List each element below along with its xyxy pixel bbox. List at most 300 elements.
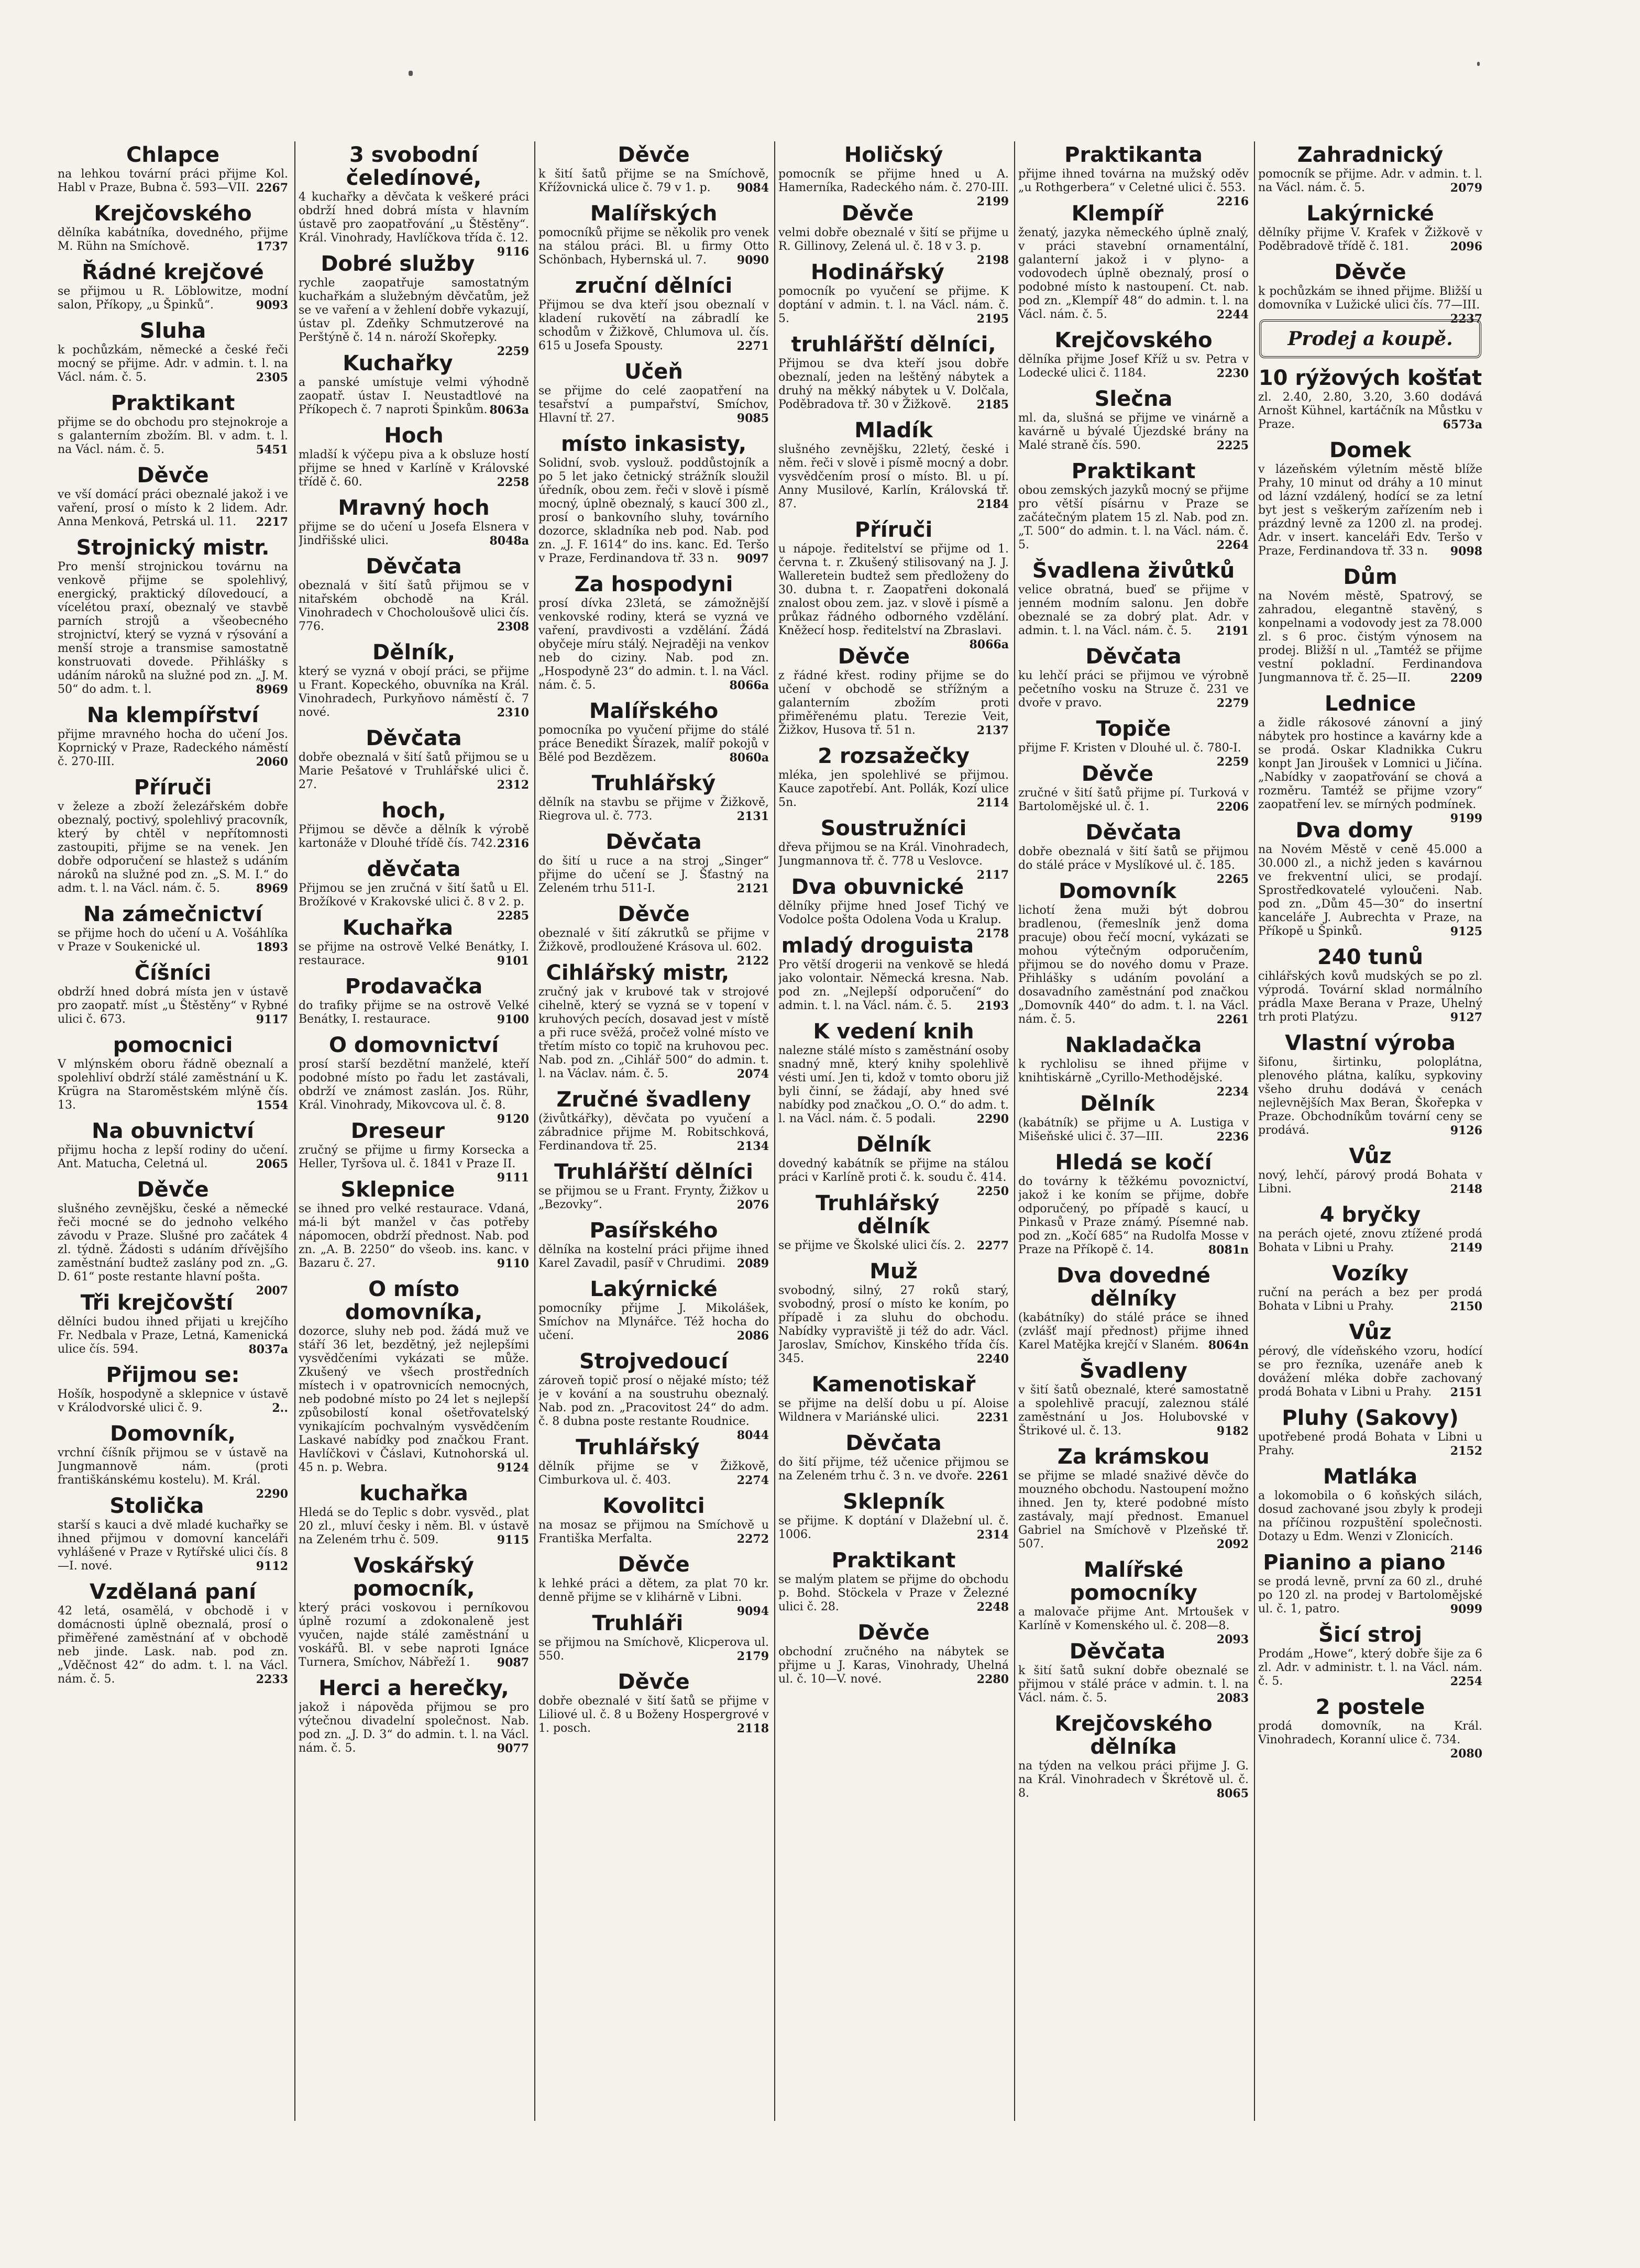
ad-text: (živůtkářky), děvčata po vyučení a zábradnice přijme M. Robitschková, Ferdinandova tř. 25. 2134 xyxy=(538,1112,769,1153)
ad-heading: Vzdělaná paní xyxy=(90,1580,256,1604)
ad-text: obchodní zručného na nábytek se přijme u J. Karas, Vinohrady, Uhelná ul. č. 10—V. nové. 2280 xyxy=(778,1645,1009,1686)
ad-text: ruční na perách a bez per prodá Bohata v Libni u Prahy. 2150 xyxy=(1258,1286,1482,1313)
ad-text: ženatý, jazyka německého úplně znalý, v práci stavební ornamentální, galanterní jakož i v plyno- a vodovodech úplně obeznalý, prosí o podobné místo k nastoupení. Ct. nab. pod zn. „Klempíř 48“ do admin. t. l. na Václ. nám. č. 5. 2244 xyxy=(1018,226,1249,322)
classified-ad xyxy=(1018,202,1249,322)
classified-ad xyxy=(538,1612,769,1663)
classified-ad xyxy=(58,1495,288,1573)
classified-ad xyxy=(778,645,1009,737)
classified-ad xyxy=(538,831,769,895)
classified-ad xyxy=(1018,880,1249,1026)
ad-text: se přijmou na Smíchově, Klicperova ul. 550. 2179 xyxy=(538,1636,769,1663)
ad-heading: Truhlářský xyxy=(591,771,716,795)
ad-number: 2272 xyxy=(736,1532,769,1546)
ad-number: 2195 xyxy=(976,312,1009,326)
ad-text: se přijme do celé zaopatření na tesařství a pumpařství, Smíchov, Hlavní tř. 27. 9085 xyxy=(538,384,769,425)
classified-ad xyxy=(58,961,288,1026)
classified-ad xyxy=(1258,260,1482,326)
ad-text: na lehkou tovární práci přijme Kol. Habl v Praze, Bubna č. 593—VII. 2267 xyxy=(58,168,288,195)
ad-heading: Dělník xyxy=(1080,1092,1155,1116)
ad-heading: Vlastní výroba xyxy=(1285,1031,1456,1055)
ad-text: prodá domovník, na Král. Vinohradech, Koranní ulice č. 734. 2080 xyxy=(1258,1720,1482,1761)
classified-ad xyxy=(538,1495,769,1546)
classified-ad xyxy=(1258,1465,1482,1557)
ad-heading: O místo domovníka, xyxy=(345,1277,483,1324)
ink-speck xyxy=(409,71,413,76)
ad-text: pomocník po vyučení se přijme. K doptání v admin. t. l. na Václ. nám. č. 5. 2195 xyxy=(778,285,1009,326)
ad-heading: Hodinářský xyxy=(810,260,944,284)
ad-number: 2265 xyxy=(1216,872,1249,886)
classified-ad xyxy=(299,252,529,358)
ad-heading: Chlapce xyxy=(126,143,219,167)
ad-text: se přijme na delší dobu u pí. Aloise Wildnera v Mariánské ulici. 2231 xyxy=(778,1397,1009,1424)
classified-ad xyxy=(58,1580,288,1686)
ad-heading: Domovník xyxy=(1059,879,1176,903)
classified-ad xyxy=(299,799,529,850)
ad-text: zručný jak v krubové tak v strojové cihelně, který se vyzná se v topení v kruhových pecích, dosavad jest v místě a při ruce svěžá, pročež volné místo ve třetím místo co topič na kruhovou pec. Nab. pod zn. „Cihlář 500“ do admin. t. l. na Václav. nám. č. 5. 2074 xyxy=(538,986,769,1081)
ad-text: Solidní, svob. vyslouž. poddůstojník a po 5 let jako četnický strážník sloužil úředník, obou zem. řeči v slově i písmě mocný, úplně obeznalý, s kaucí 300 zl., prosí o bankovního sluhy, továrního dozorce, skladníka neb pod. Nab. pod zn. „J. F. 1614“ do ins. kanc. Ed. Teršo v Praze, Ferdinandova tř. 33 n. 9097 xyxy=(538,457,769,566)
ad-text: velice obratná, bueď se přijme v jenném modním salonu. Jen dobře obeznalé se za dobrý plat. Adr. v admin. t. l. na Václ. nám. č. 5. 2191 xyxy=(1018,583,1249,638)
classified-ad xyxy=(58,392,288,457)
ad-heading: Krejčovského dělníka xyxy=(1054,1712,1213,1759)
ad-heading: Lakýrnické xyxy=(1306,202,1434,226)
classified-ad xyxy=(538,274,769,353)
column-6 xyxy=(1258,141,1482,2121)
classified-ad xyxy=(1258,1695,1482,1761)
classified-ad xyxy=(58,143,288,195)
newspaper-page xyxy=(58,141,1482,2126)
ad-number: 9127 xyxy=(1450,1011,1482,1024)
ad-heading: Praktikanta xyxy=(1064,143,1203,167)
ad-text: a židle rákosové zánovní a jiný nábytek pro hostince a kavárny kde a se prodá. Oskar Kladnikka Cukru konpt Jan Jiroušek v Lomnici u Jičína. „Nabídky v zaopatřování se chová a rozměru. Tamtéž se přijme vzory“ zaopatření lev. se mírných podmínek. 9199 xyxy=(1258,716,1482,825)
ad-number: 5451 xyxy=(256,443,288,457)
classified-ad xyxy=(778,1621,1009,1686)
ad-number: 2122 xyxy=(736,954,769,968)
classified-ad xyxy=(58,1034,288,1112)
classified-ad xyxy=(1018,559,1249,638)
ad-number: 2007 xyxy=(256,1284,288,1298)
ad-number: 2079 xyxy=(1450,181,1482,195)
classified-ad xyxy=(538,1349,769,1442)
ad-number: 2198 xyxy=(976,253,1009,267)
ad-text: dozorce, sluhy neb pod. žádá muž ve stáří 36 let, bezdětný, jež nejlepšími vysvědčeními vykázati se může. Zkušený ve všech prostředních místech i v opatrovnicích nemocných, neb podobné místo po 24 let s nejlepší způsobilostí konal ošetřovatelský vynikajícím pochvalným vysvědčením Laskavé nabídky pod značkou Frant. Havlíčkovi v Čáslavi, Kutnohorská ul. 45 n. p. Webra. 9124 xyxy=(299,1325,529,1475)
ad-text: k rychlolisu se ihned přijme v knihtiskárně „Cyrillo-Methodějské. 2234 xyxy=(1018,1058,1249,1099)
classified-ad xyxy=(778,1549,1009,1614)
ad-heading: Herci a herečky, xyxy=(318,1676,509,1700)
ad-text: obdrží hned dobrá místa jen v ústavě pro zaopatř. míst „u Štěstěny“ v Rybné ulici č. 673. 9117 xyxy=(58,986,288,1026)
ad-heading: Děvčata xyxy=(366,555,462,579)
classified-ad xyxy=(1258,946,1482,1024)
ad-text: prosí dívka 23letá, se zámožnější venkovské rodiny, která se vyzná ve vaření, pravdivosti a vzdělání. Žádá obyčeje míru stálý. Nejraději na venkov neb do ciziny. Nab. pod zn. „Hospodyně 23“ do admin. t. l. na Václ. nám. č. 5. 8066a xyxy=(538,597,769,692)
ad-number: 9100 xyxy=(497,1013,529,1026)
column-rule xyxy=(294,141,295,2121)
ad-text: Přijmou se dva kteří jsou dobře obeznalí, jeden na leštěný nábytek a druhý na měkký nábytek u V. Dolčala, Poděbradova tř. 30 v Žižkově. 2185 xyxy=(778,357,1009,412)
ad-heading: Dům xyxy=(1343,565,1397,589)
ad-number: 9098 xyxy=(1450,545,1482,558)
ad-text: na mosaz se přijmou na Smíchově u Františka Merfalta. 2272 xyxy=(538,1519,769,1546)
ad-number: 2290 xyxy=(976,1112,1009,1126)
classified-ad xyxy=(58,1178,288,1298)
classified-ad xyxy=(1018,1359,1249,1438)
ad-text: dělníka přijme Josef Kříž u sv. Petra v Lodecké ulici č. 1184. 2230 xyxy=(1018,353,1249,380)
column-3 xyxy=(538,141,769,2121)
ad-text: Hošík, hospodyně a sklepnice v ústavě v Králodvorské ulici č. 9. 2.. xyxy=(58,1388,288,1415)
ad-number: 2092 xyxy=(1216,1537,1249,1551)
ad-heading: 240 tunů xyxy=(1317,945,1423,969)
ad-text: zároveň topič prosí o nějaké místo; též je v kování a na soustruhu obeznalý. Nab. pod zn. „Pracovitost 24“ do adm. č. 8 dubna poste restante Roudnice. 8044 xyxy=(538,1374,769,1442)
ad-number: 2230 xyxy=(1216,367,1249,380)
ad-heading: Matláka xyxy=(1323,1465,1418,1489)
ad-heading: 4 bryčky xyxy=(1319,1203,1421,1227)
ad-text: v železe a zboží železářském dobře obeznalý, poctivý, spolehlivý pracovník, který by chtěl v nepřítomnosti zastoupiti, přijme se na venek. Jen dobře odporučení se hlastež s udáním nároků na služné pod zn. „S. M. I.“ do adm. t. l. na Václ. nám. č. 5. 8969 xyxy=(58,800,288,895)
ad-text: který se vyzná v obojí práci, se přijme u Frant. Kopeckého, obuvníka na Král. Vinohradech, Purkyňovo náměstí č. 7 nové. 2310 xyxy=(299,665,529,720)
classified-ad xyxy=(58,261,288,312)
ad-heading: Pluhy (Sakovy) xyxy=(1282,1406,1459,1430)
ad-heading: Za krámskou xyxy=(1057,1445,1210,1469)
ad-number: 2199 xyxy=(976,195,1009,208)
ad-number: 2267 xyxy=(256,181,288,195)
classified-ad xyxy=(299,975,529,1026)
classified-ad xyxy=(778,419,1009,511)
ad-number: 2217 xyxy=(256,515,288,529)
ad-text: Prodám „Howe“, který dobře šije za 6 zl. Adr. v administr. t. l. na Václ. nám. č. 5. 2254 xyxy=(1258,1647,1482,1688)
ad-number: 2244 xyxy=(1216,308,1249,322)
ad-number: 2279 xyxy=(1216,696,1249,710)
ad-number: 2254 xyxy=(1450,1675,1482,1688)
ad-text: a panské umístuje velmi výhodně zaopatř. ústav I. Neustadtlové na Příkopech č. 7 naproti Špinkům. 8063a xyxy=(299,376,529,417)
ad-text: dělník přijme se v Žižkově, Cimburkova ul. č. 403. 2274 xyxy=(538,1460,769,1487)
ad-number: 2233 xyxy=(256,1673,288,1686)
ad-text: slušného zevnějšku, české a německé řeči mocné se do jednoho velkého závodu v Praze. Slušné pro začátek 4 zl. týdně. Žádosti s udáním dřívějšího zaměstnání budtež zaslány pod zn. „G. D. 61“ poste restante hlavní pošta. 2007 xyxy=(58,1202,288,1298)
ad-heading: Malířského xyxy=(589,699,719,723)
ad-number: 9099 xyxy=(1450,1602,1482,1616)
ad-text: pomocník se přijme. Adr. v admin. t. l. na Václ. nám. č. 5. 2079 xyxy=(1258,168,1482,195)
ad-number: 2.. xyxy=(272,1401,288,1415)
ad-heading: Lednice xyxy=(1324,692,1416,716)
classified-ad xyxy=(1018,143,1249,208)
ad-text: Přijmou se děvče a dělník k výrobě kartonáže v Dlouhé třídě čís. 742. 2316 xyxy=(299,823,529,850)
classified-ad xyxy=(58,536,288,696)
classified-ad xyxy=(299,641,529,720)
ad-number: 2240 xyxy=(976,1352,1009,1366)
classified-ad xyxy=(58,776,288,895)
ad-text: se přijme hoch do učení u A. Vošáhlíka v Praze v Soukenické ul. 1893 xyxy=(58,927,288,954)
classified-ad xyxy=(299,1278,529,1475)
ad-number: 2261 xyxy=(976,1469,1009,1483)
ad-number: 2237 xyxy=(1450,312,1482,326)
ad-text: přijme F. Kristen v Dlouhé ul. č. 780-I. 2259 xyxy=(1018,742,1249,769)
ad-heading: Děvče xyxy=(137,1178,209,1202)
ad-number: 2316 xyxy=(497,837,529,850)
ad-number: 1893 xyxy=(256,941,288,954)
classified-ad xyxy=(778,261,1009,326)
ad-number: 2152 xyxy=(1450,1444,1482,1458)
ad-text: pomocníků přijme se několik pro venek na stálou práci. Bl. u firmy Otto Schönbach, Hybernská ul. 7. 9090 xyxy=(538,226,769,267)
ad-text: dobře obeznalá v šití šatů se přijmou do stálé práce v Myslíkové ul. č. 185. 2265 xyxy=(1018,845,1249,886)
ad-heading: Děvčata xyxy=(1085,821,1182,845)
ad-heading: Zručné švadleny xyxy=(556,1088,751,1112)
ad-text: lichotí žena muži být dobrou bradlenou, (řemeslník jenž doma pracuje) obou řečí mocní, vykázati se mohou výtečným odporučením, přijmou se do nového domu v Praze. Přihlášky s udáním povolání a dosavadního zaměstnání pod značkou „Domovník 440“ do adm. t. l. na Václ. nám. č. 5. 2261 xyxy=(1018,904,1249,1026)
ad-number: 9182 xyxy=(1216,1424,1249,1438)
ad-heading: Kovolitci xyxy=(602,1494,705,1518)
ad-text: cihlářských kovů mudských se po zl. výprodá. Tovární sklad normálního prádla Maxe Berana v Praze, Uhelný trh proti Platýzu. 9127 xyxy=(1258,970,1482,1024)
ad-number: 9115 xyxy=(497,1533,529,1547)
ad-text: přijme se do obchodu pro stejnokroje a s galanterním zbožím. Bl. v adm. t. l. na Václ. nám. č. 5. 5451 xyxy=(58,416,288,457)
ad-text: zručný se přijme u firmy Korsecka a Heller, Tyršova ul. č. 1841 v Praze II. 9111 xyxy=(299,1144,529,1185)
ad-heading: Za hospodyni xyxy=(574,572,733,596)
ad-heading: Krejčovského xyxy=(1054,328,1213,352)
ad-text: k šití šatů přijme se na Smíchově, Křížovnická ulice č. 79 v 1. p. 9084 xyxy=(538,168,769,195)
ad-number: 2184 xyxy=(976,497,1009,511)
ad-text: obou zemských jazyků mocný se přijme pro větší písárnu v Praze se začátečným platem 15 zl. Nab. pod zn. „T. 500“ do admin. t. l. na Václ. nám. č. 5. 2264 xyxy=(1018,484,1249,552)
ad-text: k pochůzkám, německé a české řeči mocný se přijme. Adr. v admin. t. l. na Václ. nám. č. 5. 2305 xyxy=(58,344,288,384)
ad-heading: Dělník, xyxy=(372,640,456,665)
classified-ad xyxy=(1258,692,1482,825)
ad-text: pomocníka po vyučení přijme do stálé práce Benedikt Šírazek, malíř pokojů v Bělé pod Bezdězem. 8060a xyxy=(538,724,769,765)
ad-number: 9101 xyxy=(497,954,529,968)
ad-heading: Praktikant xyxy=(111,391,235,415)
ad-heading: Dva obuvnické xyxy=(791,875,964,899)
classified-ad xyxy=(1258,367,1482,432)
ad-text: v lázeňském výletním městě blíže Prahy, 10 minut od dráhy a 10 minut od lázní vzdálený, hodící se za letní byt jest s veškerým zařízením neb i prázdný levně za 1200 zl. na prodej. Adr. v insert. kanceláři Edv. Teršo v Praze, Ferdinandova tř. 33 n. 9098 xyxy=(1258,463,1482,558)
ad-number: 2234 xyxy=(1216,1085,1249,1099)
classified-ad xyxy=(538,1670,769,1735)
ad-text: Pro menší strojnickou továrnu na venkově přijme se spolehlivý, energický, praktický dílovedoucí, a vícelétou praxí, obeznalý ve stavbě parních strojů a všeobecného strojnictví, který se vyzná v rýsování a menší stroje a transmise samostatně konstruovati dovede. Přihlášky s udáním nároků na služné pod zn. „J. M. 50“ do adm. t. l. 8969 xyxy=(58,560,288,696)
ad-heading: truhlářští dělníci, xyxy=(791,333,996,357)
classified-ad xyxy=(1258,1032,1482,1137)
ad-heading: Vozíky xyxy=(1332,1262,1408,1286)
ad-text: a lokomobila o 6 koňských silách, dosud zachované jsou zbyly k prodeji na příčinou rozpuštění společnosti. Dotazy u Edm. Wenzi v Zlonicích. 2146 xyxy=(1258,1489,1482,1557)
classified-ad xyxy=(538,1219,769,1270)
classified-ad xyxy=(778,1260,1009,1366)
classified-ad xyxy=(299,1677,529,1755)
classified-ad xyxy=(538,700,769,765)
ad-text: se přijme se mladé snaživé děvče do mouzného obchodu. Nastoupení možno ihned. Jen ty, které podobné místo zastávaly, mají přednost. Emanuel Gabriel na Smíchově v Plzeňské tř. 507. 2092 xyxy=(1018,1469,1249,1551)
classified-ad xyxy=(538,1436,769,1487)
classified-ad xyxy=(538,772,769,823)
ad-text: dělníka kabátníka, dovedného, přijme M. Rühn na Smíchově. 1737 xyxy=(58,226,288,253)
ad-text: nalezne stálé místo s zaměstnání osoby snadný mně, který knihy spolehlivě vésti umí. Jen ti, kdož v tomto oboru již byli činní, se žádají, aby hned své nabídky pod značkou „O. O.“ do adm. t. l. na Václ. nám. č. 5 podali. 2290 xyxy=(778,1044,1009,1126)
ad-heading: Děvče xyxy=(1081,762,1153,786)
classified-ad xyxy=(1258,1407,1482,1458)
ad-number: 2250 xyxy=(976,1185,1009,1198)
column-5 xyxy=(1018,141,1249,2121)
ad-heading: Sluha xyxy=(139,319,206,343)
classified-ad xyxy=(1258,439,1482,558)
classified-ad xyxy=(1018,1092,1249,1144)
column-rule xyxy=(1254,141,1255,2121)
ad-number: 2178 xyxy=(976,927,1009,941)
ad-number: 2117 xyxy=(976,868,1009,882)
ad-heading: Děvče xyxy=(618,1553,690,1577)
ad-heading: Klempíř xyxy=(1071,202,1164,226)
ad-text: zručné v šití šatů přijme pí. Turková v Bartolomějské ul. č. 1. 2206 xyxy=(1018,787,1249,814)
ad-number: 2086 xyxy=(736,1329,769,1343)
ad-number: 8048a xyxy=(489,534,529,548)
ad-text: u nápoje. ředitelství se přijme od 1. června t. r. Zkušený stilisovaný na J. J. Walleretein budtež sem předloženy do 30. dubna t. r. Zaopatřeni dokonalá znalost obou zem. jaz. v slově i písmě a průkaz řádného odborného vzdělání. Kněžecí hosp. ředitelství na Zbraslavi. 8066a xyxy=(778,543,1009,651)
ad-number: 2264 xyxy=(1216,538,1249,552)
classified-ad xyxy=(1258,1623,1482,1688)
ad-text: Přijmou se jen zručná v šití šatů u El. Brožíkové v Krakovské ulici č. 8 v 2. p. 2285 xyxy=(299,882,529,923)
ad-heading: Truhlářský xyxy=(576,1435,700,1459)
ad-heading: K vedení knih xyxy=(813,1020,974,1044)
classified-ad xyxy=(1018,1558,1249,1646)
ad-text: k pochůzkám se ihned přijme. Bližší u domovníka v Lužické ulici čís. 77—III. 2237 xyxy=(1258,285,1482,326)
section-heading-sale: Prodej a koupě. xyxy=(1259,319,1481,358)
ad-text: k šití šatů sukní dobře obeznalé se přijmou v stálé práce v admin. t. l. na Václ. nám. č. 5. 2083 xyxy=(1018,1664,1249,1705)
ad-number: 2261 xyxy=(1216,1013,1249,1026)
ad-heading: pomocnici xyxy=(113,1033,233,1057)
ad-heading: Soustružníci xyxy=(820,816,967,840)
ad-number: 2259 xyxy=(1216,755,1249,769)
ad-number: 8066a xyxy=(729,679,769,692)
ad-text: dobře obeznalá v šití šatů přijmou se u Marie Pešatové v Truhlářské ulici č. 27. 2312 xyxy=(299,751,529,792)
ad-number: 1737 xyxy=(256,240,288,253)
ad-heading: Voskářský pomocník, xyxy=(353,1554,475,1601)
classified-ad xyxy=(1018,717,1249,769)
ad-number: 2149 xyxy=(1450,1241,1482,1255)
ad-heading: Sklepnice xyxy=(340,1178,455,1202)
ad-heading: Domek xyxy=(1329,438,1412,462)
ad-number: 9199 xyxy=(1450,812,1482,825)
ad-text: ml. da, slušná se přijme ve vinárně a kavárně u bývalé Újezdské brány na Malé straně čís. 590. 2225 xyxy=(1018,412,1249,452)
ad-heading: Dreseur xyxy=(350,1119,445,1143)
ad-text: zl. 2.40, 2.80, 3.20, 3.60 dodává Arnošt Kühnel, kartáčník na Můstku v Praze. 6573a xyxy=(1258,391,1482,432)
ad-number: 2080 xyxy=(1450,1747,1482,1761)
ad-heading: Kamenotiskař xyxy=(811,1373,976,1397)
ad-text: mladší k výčepu piva a k obsluze hostí přijme se hned v Karlíně v Královské třídě č. 60. 2258 xyxy=(299,448,529,489)
ad-text: (kabátník) se přijme u A. Lustiga v Mišeňské ulici č. 37—III. 2236 xyxy=(1018,1116,1249,1144)
classified-ad xyxy=(1258,143,1482,195)
ad-number: 9110 xyxy=(497,1257,529,1270)
classified-ad xyxy=(538,143,769,195)
ad-text: slušného zevnějšku, 22letý, české i něm. řeči v slově i písmě mocný a dobr. vysvědčením prosí o místo. Bl. u pí. Anny Musilové, Karlín, Královská tř. 87. 2184 xyxy=(778,443,1009,511)
ad-text: nový, lehčí, párový prodá Bohata v Libni. 2148 xyxy=(1258,1169,1482,1196)
ad-text: se přijmou u R. Löblowitze, modní salon, Příkopy, „u Špinků“. 9093 xyxy=(58,285,288,312)
ad-text: k lehké práci a dětem, za plat 70 kr. denně přijme se v klihárně v Libni. 9094 xyxy=(538,1577,769,1618)
ad-number: 2209 xyxy=(1450,671,1482,685)
ad-heading: Řádné krejčové xyxy=(82,260,264,284)
ad-text: který práci voskovou i perníkovou úplně rozumí a zdokonaleně jest vyučen, najde stálé zaměstnání u voskářů. Bl. v sebe naproti Ignáce Turnera, Smíchov, Nábřeží 1. 9087 xyxy=(299,1601,529,1669)
classified-ad xyxy=(1258,1203,1482,1255)
ad-text: V mlýnském oboru řádně obeznalí a spolehliví obdrží stálé zaměstnání u K. Krügra na Staroměstském mlýně čís. 13. 1554 xyxy=(58,1058,288,1112)
ad-heading: Příruči xyxy=(134,776,212,800)
classified-ad xyxy=(538,1553,769,1618)
ad-heading: Praktikant xyxy=(831,1548,956,1573)
ad-number: 8060a xyxy=(729,751,769,765)
ad-heading: Mladík xyxy=(854,418,933,442)
ad-number: 2083 xyxy=(1216,1691,1249,1705)
ad-number: 8044 xyxy=(736,1429,769,1442)
classified-ad xyxy=(1258,819,1482,938)
ink-speck xyxy=(1477,62,1480,66)
ad-number: 2114 xyxy=(976,796,1009,810)
ad-number: 2248 xyxy=(976,1600,1009,1614)
ad-heading: Na zámečnictví xyxy=(83,902,262,926)
ad-number: 2310 xyxy=(497,706,529,720)
classified-ad xyxy=(778,518,1009,651)
ad-text: do šití přijme, též učenice přijmou se na Zeleném trhu č. 3 n. ve dvoře. 2261 xyxy=(778,1456,1009,1483)
ad-text: na Novém městě, Spatrový, se zahradou, elegantně stavěný, s konpelnami a vodovody jest za 78.000 zl. s 6 proc. čistým výnosem na prodej. Bližší n ul. „Tamtéž se přijme vestní pokladní. Ferdinandova Jungmannova tř. č. 25—II. 2209 xyxy=(1258,590,1482,685)
ad-heading: Přijmou se: xyxy=(106,1363,240,1387)
ad-text: obeznalá v šití šatů přijmou se v nitařském obchodě na Král. Vinohradech v Chocholoušově ulici čís. 776. 2308 xyxy=(299,579,529,634)
classified-ad xyxy=(538,360,769,425)
ad-number: 8064n xyxy=(1208,1338,1249,1352)
classified-ad xyxy=(299,143,529,259)
ad-number: 2089 xyxy=(736,1257,769,1270)
ad-text: se přijme. K doptání v Dlažební ul. č. 1006. 2314 xyxy=(778,1514,1009,1542)
ad-heading: Truhlářský dělník xyxy=(816,1191,940,1238)
classified-ad xyxy=(1258,1321,1482,1399)
ad-number: 2193 xyxy=(976,999,1009,1013)
ad-text: prosí starší bezdětní manželé, kteří podobné místo po řadu let zastávali, obdrží ve známost zaslán. Jos. Rühr, Král. Vinohrady, Mikovcova ul. č. 8. 9120 xyxy=(299,1058,529,1126)
ad-text: se ihned pro velké restaurace. Vdaná, má-li být manžel v čas potřeby nápomocen, obdrží přednost. Nab. pod zn. „A. B. 2250“ do všeob. ins. kanc. v Bazaru č. 27. 9110 xyxy=(299,1202,529,1270)
ad-heading: Děvče xyxy=(1334,260,1406,284)
ad-number: 8969 xyxy=(256,683,288,696)
ad-number: 2065 xyxy=(256,1157,288,1171)
ad-number: 2134 xyxy=(736,1139,769,1153)
classified-ad xyxy=(778,143,1009,208)
ad-number: 2179 xyxy=(736,1650,769,1663)
ad-heading: Truhlářští dělníci xyxy=(554,1160,753,1184)
ad-text: svobodný, silný, 27 roků starý, svobodný, prosí o místo ke koním, po případě i za sluhu do obchodu. Nabídky vypraviště ji též do adr. Václ. Jaroslav, Smíchov, Kinského třída čís. 345. 2240 xyxy=(778,1284,1009,1366)
ad-heading: Děvčata xyxy=(606,830,702,854)
ad-heading: Kuchařka xyxy=(342,916,454,940)
classified-ad xyxy=(1258,566,1482,685)
ad-text: z řádné křest. rodiny přijme se do učení v obchodě se střížným a galanterním zbožím proti přiměřenému platu. Terezie Veit, Žižkov, Husova tř. 51 n. 2137 xyxy=(778,669,1009,737)
ad-number: 2274 xyxy=(736,1474,769,1487)
ad-number: 2280 xyxy=(976,1673,1009,1686)
ad-heading: Na klempířství xyxy=(86,703,259,727)
ad-text: na Novém Městě v ceně 45.000 a 30.000 zl., a nichž jeden s kavárnou ve frekventní ulici, se prodají. Sprostředkovatelé vyloučeni. Nab. pod zn. „Dům 45—30“ do insertní kanceláře J. Aubrechta v Praze, na Příkopě u Špinků. 9125 xyxy=(1258,843,1482,938)
ad-text: na perách ojeté, znovu ztížené prodá Bohata v Libni u Prahy. 2149 xyxy=(1258,1227,1482,1255)
ad-number: 9116 xyxy=(497,245,529,259)
ad-number: 9085 xyxy=(736,412,769,425)
ad-heading: O domovnictví xyxy=(328,1033,499,1057)
ad-text: 4 kuchařky a děvčata k veškeré práci obdrží hned dobrá místa v hlavním ústavě pro zaopatřování „u Štěstěny“. Král. Vinohrady, Havlíčkova třída č. 12. 9116 xyxy=(299,191,529,259)
ad-heading: Cihlářský mistr, xyxy=(546,961,730,985)
ad-text: se malým platem se přijme do obchodu p. Bohd. Stöckela v Praze v Železné ulici č. 28. 2248 xyxy=(778,1573,1009,1614)
classified-ad xyxy=(299,1033,529,1126)
ad-heading: Mravný hoch xyxy=(338,496,490,520)
ad-number: 8066a xyxy=(969,638,1009,651)
ad-number: 2259 xyxy=(497,345,529,358)
classified-ad xyxy=(299,1482,529,1547)
classified-ad xyxy=(778,1373,1009,1424)
ad-heading: kuchařka xyxy=(359,1481,468,1506)
ad-heading: Lakýrnické xyxy=(590,1277,718,1301)
ad-number: 8037a xyxy=(248,1343,288,1356)
ad-heading: Topiče xyxy=(1096,717,1171,741)
classified-ad xyxy=(1018,645,1249,710)
ad-heading: Dva domy xyxy=(1295,818,1413,843)
ad-number: 2148 xyxy=(1450,1182,1482,1196)
classified-ad xyxy=(58,1291,288,1356)
classified-ad xyxy=(538,1278,769,1343)
ad-heading: Vůz xyxy=(1349,1144,1392,1168)
ad-heading: 2 postele xyxy=(1315,1695,1425,1719)
ad-heading: Nakladačka xyxy=(1065,1033,1202,1057)
ad-heading: Příruči xyxy=(854,518,933,542)
ad-number: 9125 xyxy=(1450,925,1482,938)
ad-heading: děvčata xyxy=(367,857,461,881)
ad-number: 2308 xyxy=(497,620,529,634)
ad-text: přijmu hocha z lepší rodiny do učení. Ant. Matucha, Celetná ul. 2065 xyxy=(58,1144,288,1171)
ad-heading: mladý droguista xyxy=(781,934,974,958)
ad-number: 2285 xyxy=(497,909,529,923)
ad-number: 9084 xyxy=(736,181,769,195)
ad-number: 2121 xyxy=(736,882,769,895)
ad-text: a malovače přijme Ant. Mrtoušek v Karlíně v Komenského ul. č. 208—8. 2093 xyxy=(1018,1606,1249,1646)
